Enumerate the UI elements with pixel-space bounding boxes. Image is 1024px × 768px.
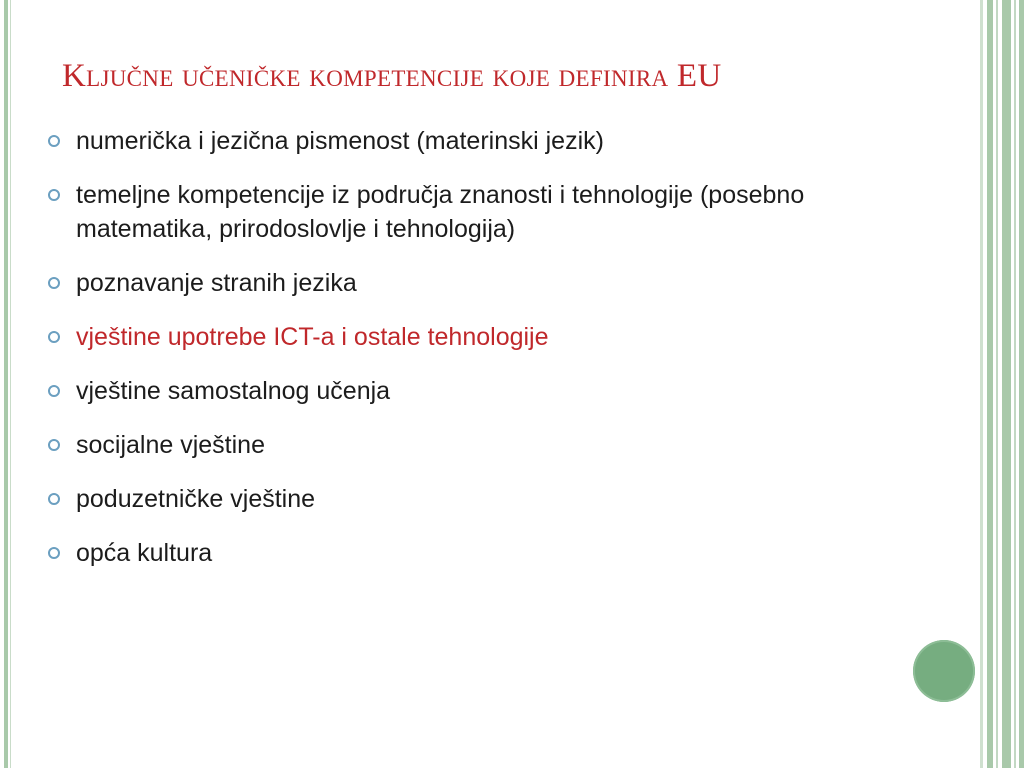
bullet-text: vještine samostalnog učenja — [76, 377, 391, 405]
bullet-item — [40, 374, 920, 408]
hollow-circle-bullet-icon — [48, 135, 60, 147]
left-border-thin-line — [10, 0, 11, 768]
right-stripe-5 — [1014, 0, 1016, 768]
right-border-frame — [978, 0, 1024, 768]
bullet-text: poduzetničke vještine — [76, 485, 316, 513]
bullet-item-highlighted — [40, 320, 920, 354]
bullet-item — [40, 428, 920, 462]
bullet-item — [40, 266, 920, 300]
bullet-item — [40, 124, 920, 158]
bullet-text: numerička i jezična pismenost (materinski jezik) — [76, 127, 604, 155]
hollow-circle-bullet-icon — [48, 385, 60, 397]
bullet-text: opća kultura — [76, 539, 213, 567]
bullet-list — [40, 124, 920, 590]
right-stripe-2 — [987, 0, 993, 768]
bullet-text: socijalne vještine — [76, 431, 265, 459]
bullet-text: vještine upotrebe ICT-a i ostale tehnologije — [76, 323, 549, 351]
hollow-circle-bullet-icon — [48, 547, 60, 559]
green-circle-decoration — [913, 640, 975, 702]
bullet-text: poznavanje stranih jezika — [76, 269, 357, 297]
hollow-circle-bullet-icon — [48, 439, 60, 451]
right-stripe-3 — [996, 0, 998, 768]
hollow-circle-bullet-icon — [48, 331, 60, 343]
right-stripe-6 — [1019, 0, 1024, 768]
bullet-item — [40, 482, 920, 516]
bullet-item — [40, 536, 920, 570]
hollow-circle-bullet-icon — [48, 189, 60, 201]
hollow-circle-bullet-icon — [48, 277, 60, 289]
slide-title: Ključne učeničke kompetencije koje definira EU — [62, 58, 722, 94]
bullet-text: temeljne kompetencije iz područja znanosti i tehnologije (posebno matematika, prirodoslovlje i tehnologija) — [76, 181, 805, 243]
right-stripe-1 — [980, 0, 983, 768]
hollow-circle-bullet-icon — [48, 493, 60, 505]
bullet-item — [40, 178, 920, 246]
left-border-stripe — [4, 0, 8, 768]
right-stripe-4 — [1002, 0, 1011, 768]
